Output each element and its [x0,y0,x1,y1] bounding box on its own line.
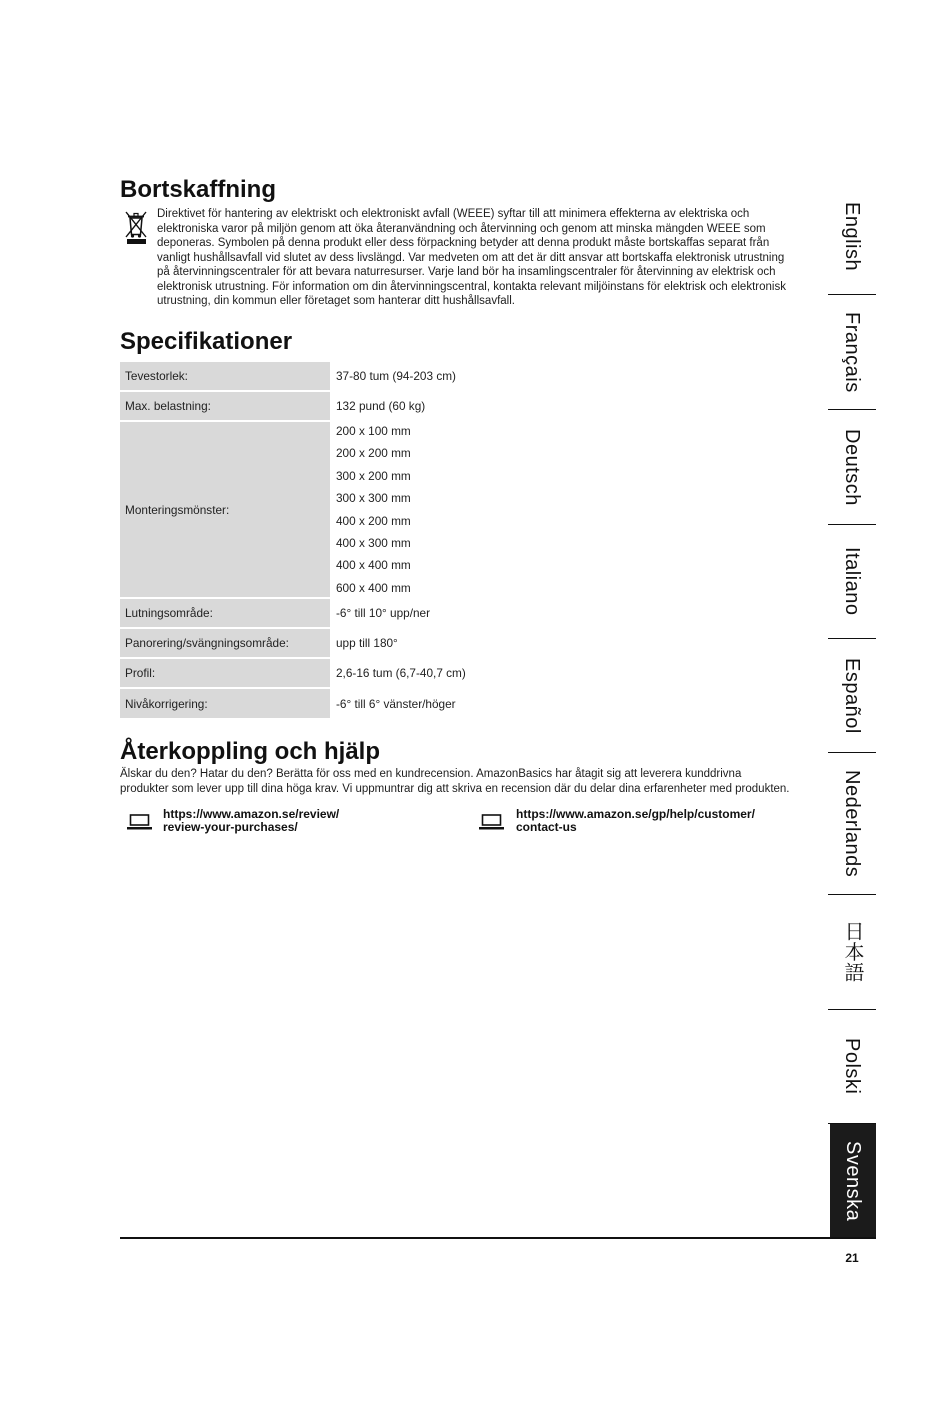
feedback-paragraph [120,767,790,797]
paragraph-line: på återvinningscentraler för att bevara naturresurser. Varje land bör ha insamlingscentraler för återvinning av elektrisk och [157,266,776,278]
lang-tab-label: Polski [841,1038,863,1095]
lang-tab-label: Français [841,311,863,393]
lang-tab-nederlands [828,753,876,895]
mounting-pattern: 300 x 300 mm [336,491,411,506]
spec-value: 2,6-16 tum (6,7-40,7 cm) [336,666,466,680]
specifications-heading: Specifikationer [120,328,293,355]
spec-row-profile [120,659,805,687]
link-line[interactable]: contact-us [516,820,577,834]
paragraph-line: utrustning, din kommun eller företaget som hanterar ditt hushållsavfall. [157,295,515,307]
footer-rule [120,1237,876,1239]
feedback-heading: Återkoppling och hjälp [120,738,381,765]
spec-value: upp till 180° [336,636,398,650]
lang-tab-japanese [828,895,876,1010]
lang-tab-label: Svenska [842,1140,864,1222]
review-purchases-link[interactable] [163,808,339,834]
laptop-icon [478,813,505,831]
lang-tab-label: 日本語 [841,921,863,983]
mounting-pattern: 400 x 400 mm [336,558,411,573]
paragraph-line: elektroniska varor på miljön genom att öka återanvändning och återvinning och genom att minska mängden WEEE som [157,222,766,235]
paragraph-line: Direktivet för hantering av elektriskt och elektroniskt avfall (WEEE) syftar till att minimera effekterna av elektriska och [157,208,750,220]
lang-tab-italiano [828,525,876,639]
link-line[interactable]: https://www.amazon.se/review/ [163,807,340,821]
customer-help-link[interactable] [516,808,755,834]
spec-row-level-adjustment [120,689,805,718]
spec-value: 132 pund (60 kg) [336,399,426,413]
spec-value-list [330,422,805,597]
mounting-pattern: 600 x 400 mm [336,580,411,595]
spec-row-swivel-range [120,629,805,657]
page-number: 21 [845,1251,859,1265]
lang-tab-label: Nederlands [841,769,863,878]
mounting-pattern: 200 x 200 mm [336,446,411,461]
lang-tab-label: English [841,202,863,272]
spec-label: Profil: [120,659,330,687]
lang-tab-polski [828,1010,876,1124]
spec-row-mounting-patterns [120,422,805,597]
spec-row-tv-size [120,362,805,390]
lang-tab-deutsch [828,410,876,525]
paragraph-line: deponeras. Symbolen på denna produkt eller dess förpackning betyder att denna produkt måste bortskaffas separat från [157,237,770,249]
spec-label: Nivåkorrigering: [120,689,330,718]
lang-tab-espanol [828,639,876,753]
paragraph-line: vanligt hushållsavfall vid slutet av dess livslängd. Var medveten om att det är ditt ansvar att bortskaffa elektronisk utrustning [157,251,785,264]
spec-label: Lutningsområde: [120,599,330,627]
laptop-icon [126,813,153,831]
spec-label: Max. belastning: [120,392,330,420]
spec-label: Monteringsmönster: [120,422,330,597]
weee-crossed-out-bin-icon [122,208,150,245]
spec-row-tilt-range [120,599,805,627]
mounting-pattern: 400 x 200 mm [336,513,411,528]
spec-value: -6° till 6° vänster/höger [336,696,456,711]
link-line[interactable]: https://www.amazon.se/gp/help/customer/ [516,807,755,821]
lang-tab-svenska-active [830,1124,876,1238]
lang-tab-label: Español [841,657,863,734]
disposal-heading: Bortskaffning [120,176,276,203]
lang-tab-english [828,180,876,295]
paragraph-line: produkter som lever upp till dina höga krav. Vi uppmuntrar dig att skriva en recension där du delar dina erfarenheter med produkten. [120,783,790,795]
spec-label: Tevestorlek: [120,362,330,390]
disposal-paragraph [157,207,786,309]
spec-value: -6° till 10° upp/ner [336,606,431,620]
lang-tab-francais [828,295,876,410]
mounting-pattern: 200 x 100 mm [336,424,411,438]
spec-label: Panorering/svängningsområde: [120,629,330,657]
mounting-pattern: 300 x 200 mm [336,468,411,483]
spec-value: 37-80 tum (94-203 cm) [336,369,456,383]
mounting-pattern: 400 x 300 mm [336,535,411,550]
mounting-pattern-list [336,420,411,599]
paragraph-line: elektronisk utrustning. För information om din återvinningscentral, kontakta relevant miljöinstans för elektrisk och elektronisk [157,280,786,293]
spec-row-max-load [120,392,805,420]
paragraph-line: Älskar du den? Hatar du den? Berätta för oss med en kundrecension. AmazonBasics har åtagit sig att leverera kunddrivna [120,768,742,780]
lang-tab-label: Italiano [841,547,863,616]
spec-table [120,362,805,718]
lang-tab-label: Deutsch [841,428,863,506]
link-line[interactable]: review-your-purchases/ [163,820,298,834]
